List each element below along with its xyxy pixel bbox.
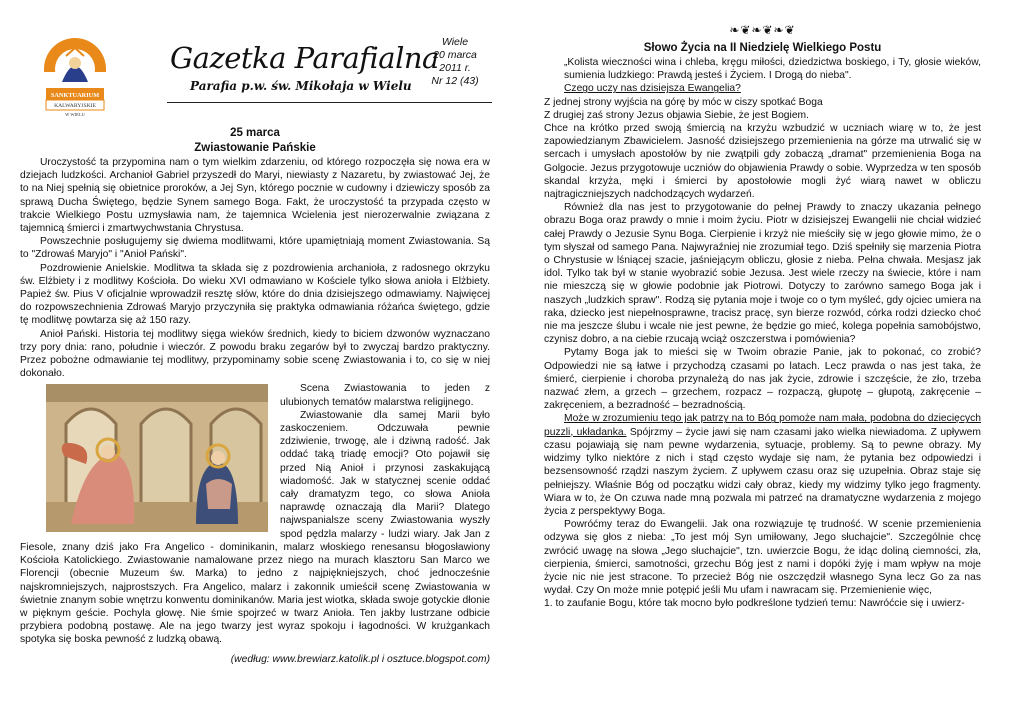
sermon-line: Z drugiej zaś strony Jezus objawia Siebie, że jest Bogiem. bbox=[544, 109, 809, 121]
painting-caption-intro: Scena Zwiastowania to jeden z ulubionych tematów malarstwa religijnego. bbox=[280, 383, 490, 408]
svg-text:SANKTUARIUM: SANKTUARIUM bbox=[50, 92, 100, 99]
sermon-list-item: 1. to zaufanie Bogu, które tak mocno było podkreślone tydzień temu: Nawróćcie się i uwierz- bbox=[544, 598, 965, 610]
sermon-paragraph bbox=[544, 412, 981, 518]
sanctuary-logo bbox=[40, 36, 110, 118]
masthead-rule bbox=[167, 102, 492, 103]
puzzle-highlight: Może w zrozumieniu tego jak patrzy na to Bóg pomoże nam mała, podobna do dziecięcych puzzli, układanka. bbox=[544, 413, 981, 438]
sermon-paragraph: Chce na krótko przed swoją śmiercią na krzyżu wzbudzić w uczniach wiarę w to, że jest zapowiedzianym Zbawicielem. Jasność dzisiejszego przemienienia na górze ma utrwalić się w sercach i umysłach apostołów by nie zwątpili gdy zobaczą „dramat" przemienienia Boga na Golgocie. Jezus przygotowuje uczniów do objawienia Prawdy o sobie. Wyprzedza w ten sposób skandal krzyża, męki i śmierci by apostołowie mogli żyć wiarą nawet w obliczu najtragiczniejszych nadchodzących wydarzeń. bbox=[544, 123, 981, 201]
painting-section bbox=[20, 382, 490, 646]
sermon-paragraph: Pytamy Boga jak to mieści się w Twoim obrazie Panie, jak to pokonać, co zrobić? Odpowiedzi nie są łatwe i przychodzą czasami po latach. Lecz prawda o nas jest taka, że śmierć, cierpienie i choroba przynależą do nas jak życie, zdrowie i szczęście, że zło, trzeba nazwać złem, a grzech – grzechem, rozpacz – rozpaczą, głupotę – głupotą, zakręcenie – zakręceniem, a bezradność – bezradnością. bbox=[544, 347, 981, 412]
article-paragraph: Uroczystość ta przypomina nam o tym wielkim zdarzeniu, od którego rozpoczęła się nowa era w dziejach ludzkości. Archanioł Gabriel przyszedł do Maryi, niewiasty z Nazaretu, by zwiastować Jej, że to na Niej spełnią się obietnice proroków, a Jej Syn, którego pocznie w cudowny i dziewiczy sposób za sprawą Ducha Świętego, będzie Synem samego Boga. Fakt, że uroczystość ta przypada często w trakcie Wielkiego Postu uzmysławia nam, że tajemnica Wcielenia jest nierozerwalnie związana z tajemnicą śmierci i zmartwychwstania Chrystusa. bbox=[20, 157, 490, 235]
article-date: 25 marca bbox=[230, 127, 280, 139]
article-paragraph: Powszechnie posługujemy się dwiema modlitwami, które upamiętniają moment Zwiastowania. Są to "Zdrowaś Maryjo" i "Anioł Pański". bbox=[20, 236, 490, 261]
svg-text:W WIELU: W WIELU bbox=[65, 112, 85, 117]
article-paragraph: Anioł Pański. Historia tej modlitwy sięga wieków średnich, kiedy to biciem dzwonów wyznaczano trzy pory dnia: rano, południe i wieczór. Z powodu braku zegarów był to zwyczaj bardzo praktyczny. Przez pobożne odmawianie tej modlitwy, przypominamy sobie scenę Zwiastowania i to, co się w niej dokonało. bbox=[20, 328, 490, 380]
ornament-divider: ❧❦❧❦❧❦ bbox=[729, 23, 796, 37]
puzzle-text: Spójrzmy – życie jawi się nam czasami jako wielka niewiadoma. Z upływem czasu pojawiają się nam pewne wydarzenia, sytuacje, problemy. Są to pewne obrazy. My widzimy tylko niektóre z nich i stąd często wydaje się nam, że pytania bez odpowiedzi i bezsensowność rządzi naszym życiem. Z upływem czasu oraz się uzupełnia. Obraz staje się pełniejszy. Właśnie Bóg od początku widzi cały obraz, kiedy my widzimy tylko jego fragmenty. Wiara w to, że On czuwa nade mną pozwala mi patrzeć na dramatyczne wydarzenia z mojego życia z perspektywy Boga. bbox=[544, 426, 981, 517]
issue-info bbox=[420, 36, 490, 88]
svg-text:KALWARYJSKIE: KALWARYJSKIE bbox=[54, 103, 96, 109]
sermon-quote: „Kolista wieczności wina i chleba, kręgu miłości, dziedzictwa boskiego, i Ty, głosie wieków, sumienia ludzkiego: Prawdą jesteś i Życiem. I Drogą do nieba". bbox=[564, 57, 981, 82]
issue-number: Nr 12 (43) bbox=[431, 75, 479, 87]
issue-date: 20 marca bbox=[433, 49, 477, 61]
annunciation-painting bbox=[46, 384, 268, 532]
issue-place: Wiele bbox=[441, 36, 469, 48]
masthead-title: Gazetka Parafialna bbox=[170, 41, 439, 75]
painting-description: Zwiastowanie dla samej Marii było zaskoczeniem. Odczuwała pewnie zdziwienie, trwogę, ale i dziwną radość. Jak oddać taką triadę emocji? Oto pojawił się przed Nią Anioł i przynosi zaskakującą wiadomość. Jak w statycznej scenie oddać cały dramatyzm tego, co słowa Anioła naprawdę oznaczają dla Marii? Dlatego najwspanialsze sceny Zwiastowania wyszły spod pędzla malarzy - ludzi wiary. Jak Jan z Fiesole, znany dziś jako Fra Angelico - dominikanin, malarz włoskiego renesansu błogosławiony Kościoła Katolickiego. Zwiastowanie namalowane przez niego na murach klasztoru San Marco we Florencji (obecnie Muzeum św. Marka) to jedno z najpiękniejszych, choć jednocześnie najskromniejszych, najprostszych. Fra Angelico, malarz i zakonnik umieścił scenę Zwiastowania w świetnie znanym sobie wnętrzu konwentu dominikanów. Maria jest wiotka, składa swoje gotyckie dłonie w pięknym geście. Pochyla głowę. Nie śmie spojrzeć w twarz Anioła. Ten jakby lustrzane odbicie przybiera podobną postawę. Ale na jego twarzy jest wyraz spokoju i łagodności. W krużgankach spotyka się boska pewność z ludzką obawą. bbox=[20, 409, 490, 646]
article-title: Zwiastowanie Pańskie bbox=[194, 142, 316, 154]
masthead bbox=[20, 36, 490, 120]
sermon-question: Czego uczy nas dzisiejsza Ewangelia? bbox=[564, 83, 741, 95]
masthead-subtitle: Parafia p.w. św. Mikołaja w Wielu bbox=[190, 79, 412, 93]
sermon-paragraph: Również dla nas jest to przygotowanie do pełnej Prawdy to znaczy ukazania pełnego obrazu Boga oraz prawdy o mnie i moim życiu. Piotr w dzisiejszej Ewangelii nie chciał widzieć całej Prawdy o Jezusie Synu Boga. Cierpienie i krzyż nie mieściły się w jego głowie mimo, że o tym słyszał od samego Pana. Najwyraźniej nie zrozumiał tego. Dziś spełniły się marzenia Piotra o Chrystusie w lśniącej szacie, jaśniejącym obliczu, głosie z nieba. Pełna chwała. Mesjasz jak idol. Tylko tak był w stanie wyobrazić sobie Jezusa. Jest wiele rzeczy na świecie, które i nam nie mieszczą się w głowie podobnie jak Piotrowi. Dotyczy to zarówno samego Boga jak i naszych „ludzkich spraw". Rodzą się pytania moje i twoje co o tym myśleć, gdy ojciec umiera na raka, dziecko jest niepełnosprawne, tracisz pracę, syn bierze rozwód, córka rodzi dziecko choć nie ma jeszcze ślubu i wcale nie jest pewne, że będzie go mieć, kolega popełnia samobójstwo, czynisz dobro, a na ciebie rzucają wciąż oszczerstwa i pomówienia? bbox=[544, 202, 981, 346]
sermon-paragraph: Powróćmy teraz do Ewangelii. Jak ona rozwiązuje tę trudność. W scenie przemienienia odzywa się głos z nieba: „To jest mój Syn umiłowany, Jego słuchajcie". Szczególnie chcę zwrócić uwagę na słowa „Jego słuchajcie", tzn. uwierzcie Bogu, że idąc doliną ciemności, zła, cierpienia, śmierci, samotności, grzechu Bóg jest z nami i dopóki żyję i mam wpływ na moje życie nic nie jest stracone. To przecież Bóg nie oszczędził własnego Syna lecz Go za nas wydał. Czy On może mnie potępić jeśli Mu ufam i nawracam się. Przemienienie więc, bbox=[544, 519, 981, 597]
article-source: (według: www.brewiarz.katolik.pl i osztuce.blogspot.com) bbox=[230, 653, 490, 665]
sermon-title: Słowo Życia na II Niedzielę Wielkiego Postu bbox=[643, 42, 882, 54]
right-column bbox=[544, 24, 981, 611]
issue-year: 2011 r. bbox=[439, 62, 471, 74]
article-paragraph: Pozdrowienie Anielskie. Modlitwa ta składa się z pozdrowienia archanioła, z radosnego okrzyku św. Elżbiety i z modlitwy Kościoła. Do wieku XVI odmawiano w Kościele tylko słowa anioła i Elżbiety. Papież św. Pius V oficjalnie wprowadził resztę słów, które do dnia dzisiejszego odmawiamy. Najwięcej do rozpowszechnienia Zdrowaś Maryjo przyczyniła się praktyka odmawiania różańca świętego, gdzie tę modlitwę powtarza się aż 150 razy. bbox=[20, 262, 490, 327]
left-column bbox=[20, 36, 490, 666]
sermon-line: Z jednej strony wyjścia na górę by móc w ciszy spotkać Boga bbox=[544, 96, 823, 108]
